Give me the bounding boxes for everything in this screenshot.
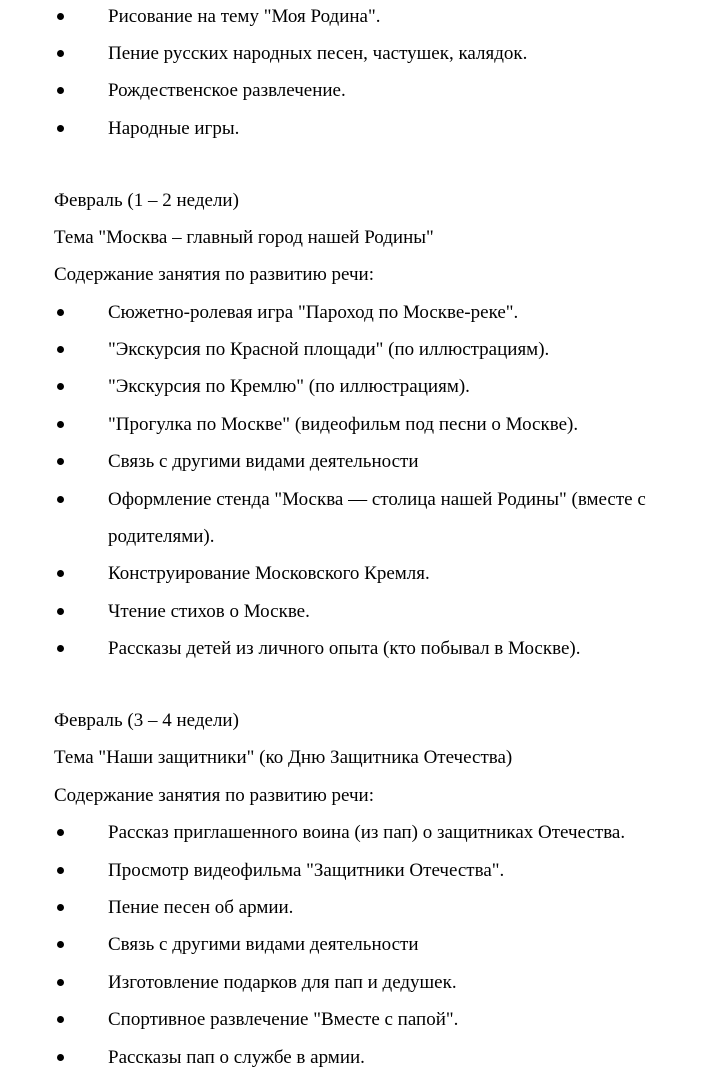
list-item	[0, 335, 704, 365]
bullet-icon	[56, 485, 70, 515]
content-label	[0, 781, 704, 811]
list-item-text: Рассказ приглашенного воина (из пап) о защитниках Отечества.	[108, 822, 626, 843]
bullet-icon	[56, 410, 70, 440]
list-item	[0, 597, 704, 627]
list-item-text: Спортивное развлечение "Вместе с папой".	[108, 1009, 459, 1030]
list-item-text: Рассказы детей из личного опыта (кто побывал в Москве).	[108, 638, 581, 659]
section-period	[0, 186, 704, 216]
list-item-text: Оформление стенда "Москва — столица нашей Родины" (вместе с	[108, 489, 646, 510]
period-heading: Февраль (1 – 2 недели)	[54, 190, 239, 211]
bullet-icon	[56, 447, 70, 477]
list-item-text: Чтение стихов о Москве.	[108, 601, 310, 622]
topic-heading: Тема "Москва – главный город нашей Родины"	[54, 227, 434, 248]
list-item-text: Народные игры.	[108, 118, 240, 139]
list-item	[0, 634, 704, 664]
bullet-icon	[56, 76, 70, 106]
list-item	[0, 930, 704, 960]
list-item-text: Конструирование Московского Кремля.	[108, 563, 430, 584]
list-item-text: "Экскурсия по Красной площади" (по иллюстрациям).	[108, 339, 550, 360]
list-item	[0, 447, 704, 477]
list-item-text: Изготовление подарков для пап и дедушек.	[108, 972, 457, 993]
list-item	[0, 1043, 704, 1073]
list-item-text: Связь с другими видами деятельности	[108, 451, 419, 472]
list-item	[0, 298, 704, 328]
bullet-icon	[56, 1043, 70, 1073]
list-item	[0, 1005, 704, 1035]
bullet-icon	[56, 818, 70, 848]
bullet-icon	[56, 114, 70, 144]
list-item-text: Связь с другими видами деятельности	[108, 934, 419, 955]
bullet-icon	[56, 1005, 70, 1035]
topic-heading: Тема "Наши защитники" (ко Дню Защитника Отечества)	[54, 747, 513, 768]
section-topic	[0, 223, 704, 253]
bullet-icon	[56, 968, 70, 998]
list-item	[0, 410, 704, 440]
bullet-icon	[56, 559, 70, 589]
list-item	[0, 76, 704, 106]
list-item-text: Рисование на тему "Моя Родина".	[108, 6, 381, 27]
section-period	[0, 706, 704, 736]
list-item-text: Пение песен об армии.	[108, 897, 294, 918]
list-item-text: Рождественское развлечение.	[108, 80, 346, 101]
bullet-icon	[56, 597, 70, 627]
list-item	[0, 559, 704, 589]
section-topic	[0, 743, 704, 773]
list-item	[0, 485, 704, 515]
bullet-icon	[56, 856, 70, 886]
list-item	[0, 39, 704, 69]
list-item	[0, 2, 704, 32]
list-item	[0, 893, 704, 923]
bullet-icon	[56, 893, 70, 923]
bullet-icon	[56, 298, 70, 328]
list-item-text: "Прогулка по Москве" (видеофильм под песни о Москве).	[108, 414, 579, 435]
bullet-icon	[56, 2, 70, 32]
bullet-icon	[56, 372, 70, 402]
list-item	[0, 372, 704, 402]
list-item-text: Пение русских народных песен, частушек, калядок.	[108, 43, 528, 64]
content-label	[0, 260, 704, 290]
content-label-text: Содержание занятия по развитию речи:	[54, 785, 374, 806]
list-item-text: Рассказы пап о службе в армии.	[108, 1047, 365, 1068]
list-item-text: Сюжетно-ролевая игра "Пароход по Москве-реке".	[108, 302, 519, 323]
list-item	[0, 114, 704, 144]
list-item-text: родителями).	[108, 526, 215, 547]
period-heading: Февраль (3 – 4 недели)	[54, 710, 239, 731]
bullet-icon	[56, 930, 70, 960]
bullet-icon	[56, 39, 70, 69]
list-item-continuation	[0, 522, 704, 552]
list-item	[0, 968, 704, 998]
list-item-text: Просмотр видеофильма "Защитники Отечества".	[108, 860, 505, 881]
bullet-icon	[56, 335, 70, 365]
list-item	[0, 856, 704, 886]
list-item-text: "Экскурсия по Кремлю" (по иллюстрациям).	[108, 376, 470, 397]
bullet-icon	[56, 634, 70, 664]
list-item	[0, 818, 704, 848]
content-label-text: Содержание занятия по развитию речи:	[54, 264, 374, 285]
